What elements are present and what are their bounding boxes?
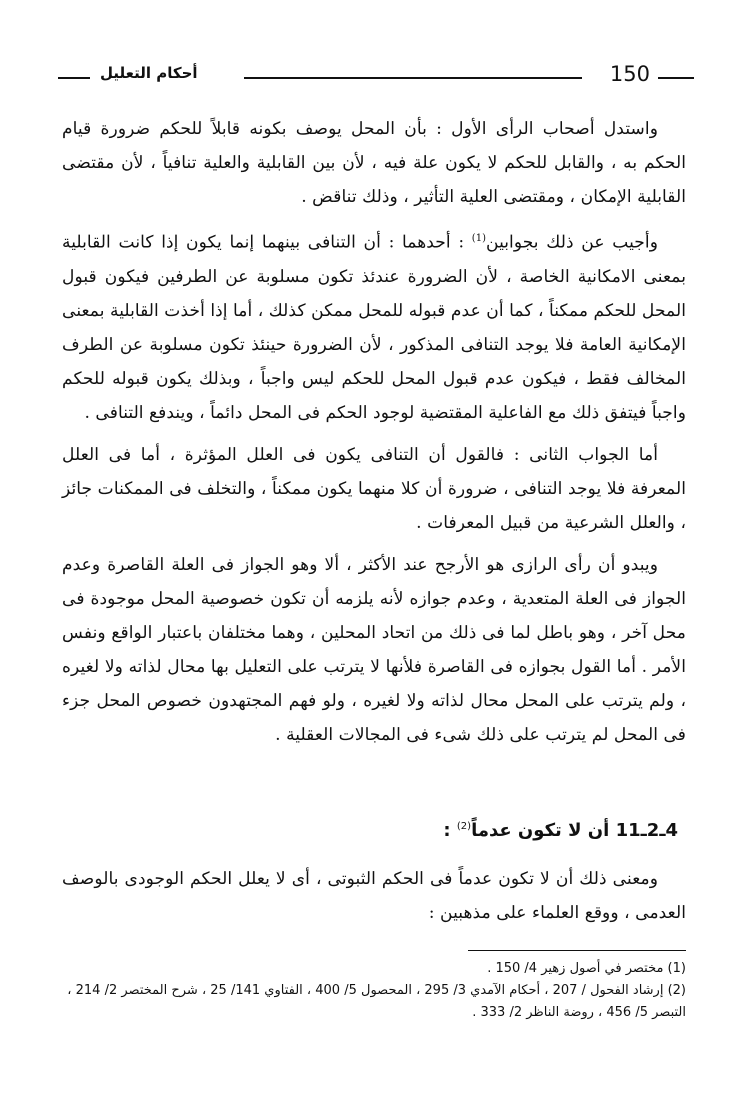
header-dash <box>58 77 90 79</box>
paragraph-body: أحدهما : أن التنافى بينهما إنما يكون إذا كانت القابلية بمعنى الامكانية الخاصة ، لأن الضرورة عندئذ تكون مسلوبة عن الطرفين فيكون قبول المحل للحكم ممكناً ، كما أن عدم قبوله للمحل ممكن كذلك ، أما إذا أخذت القابلية بمعنى الإمكانية العامة فلا يوجد التنافى المذكور ، لأن الضرورة حينئذ تكون مسلوبة عن الطرف المخالف فقط ، فيكون عدم قبول المحل للحكم ليس واجباً ، وبذلك يكون قبوله للحكم واجباً فيتفق ذلك مع الفاعلية المقتضية لوجود الحكم فى المحل دائماً ، ويندفع التنافى . <box>62 232 686 423</box>
paragraph: ويبدو أن رأى الرازى هو الأرجح عند الأكثر ، ألا وهو الجواز فى العلة القاصرة وعدم الجواز فى العلة المتعدية ، وعدم جوازه لأنه يلزمه أن تكون خصوصية المحل موجودة فى محل آخر ، وهو باطل لما فى ذلك من اتحاد المحلين ، وهما مختلفان باعتبار الواقع ونفس الأمر . أما القول بجوازه فى القاصرة فلأنها لا يترتب على التعليل بها محال لذاته ولا لغيره ، ولم يترتب على المحل محال لذاته ولا لغيره ، ولو فهم المجتهدون خصوص المحل جزء فى المحل لم يترتب على ذلك شىء فى المجالات العقلية . <box>62 554 686 745</box>
footnote: (2) إرشاد الفحول / 207 ، أحكام الآمدي 3/ 295 ، المحصول 5/ 400 ، الفتاوي 141/ 25 ، شرح المختصر 2/ 214 ، التبصر 5/ 456 ، روضة الناظر 2/ 333 . <box>67 983 686 1020</box>
page-header <box>58 60 694 90</box>
footnote-marker: (1) <box>471 233 486 244</box>
paragraph: واستدل أصحاب الرأى الأول : بأن المحل يوصف بكونه قابلاً للحكم ضرورة قيام الحكم به ، والقابل للحكم لا يكون علة فيه ، لأن بين القابلية والعلية تنافياً ، لأن مقتضى القابلية الإمكان ، ومقتضى العلية التأثير ، وذلك تناقض . <box>62 119 686 207</box>
paragraph: أما الجواب الثانى : فالقول أن التنافى يكون فى العلل المؤثرة ، أما فى العلل المعرفة فلا يوجد التنافى ، ضرورة أن كلا منهما يكون ممكناً ، والتخلف فى الممكنات جائز ، والعلل الشرعية من قبيل المعرفات . <box>62 444 686 533</box>
footnote-rule <box>468 950 686 951</box>
section-title: أن لا تكون عدماً <box>471 820 610 841</box>
section-colon: : <box>443 820 451 841</box>
footnotes <box>58 958 686 1024</box>
header-rule <box>244 77 582 79</box>
paragraph-lead: وأجيب عن ذلك بجوابين <box>485 232 658 253</box>
footnote: (1) مختصر في أصول زهير 4/ 150 . <box>487 961 686 976</box>
footnote-marker: (2) <box>456 821 472 832</box>
page-number: 150 <box>609 62 650 86</box>
running-title: أحكام التعليل <box>100 64 198 82</box>
main-text-continued <box>62 862 686 930</box>
paragraph: ومعنى ذلك أن لا تكون عدماً فى الحكم الثبوتى ، أى لا يعلل الحكم الوجودى بالوصف العدمى ، ووقع العلماء على مذهبين : <box>62 869 686 923</box>
header-dash <box>658 77 694 79</box>
section-heading <box>62 820 678 841</box>
paragraph: وأجيب عن ذلك بجوابين$^{(1)}$ : أحدهما : أن التنافى بينهما إنما يكون إذا كانت القابلية بمعنى الامكانية الخاصة ، لأن الضرورة عندئذ تكون مسلوبة عن الطرفين فيكون قبول المحل للحكم ممكناً ، كما أن عدم قبوله للمحل ممكن كذلك ، أما إذا أخذت القابلية بمعنى الإمكانية العامة فلا يوجد التنافى المذكور ، لأن الضرورة حينئذ تكون مسلوبة عن الطرف المخالف فقط ، فيكون عدم قبول المحل للحكم ليس واجباً ، وبذلك يكون قبوله للحكم واجباً فيتفق ذلك مع الفاعلية المقتضية لوجود الحكم فى المحل دائماً ، ويندفع التنافى . <box>62 232 686 423</box>
main-text <box>62 112 686 760</box>
section-number: 4ـ2ـ11 <box>615 820 678 841</box>
